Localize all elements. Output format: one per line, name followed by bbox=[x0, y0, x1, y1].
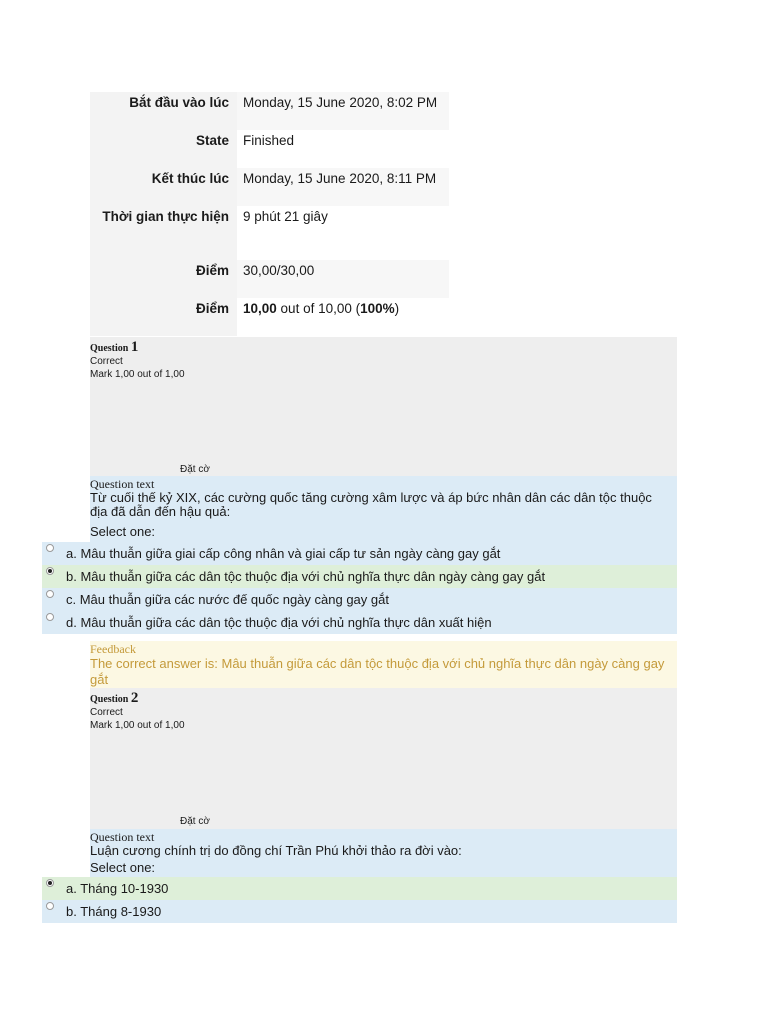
answer-option-c[interactable] bbox=[42, 588, 677, 611]
answer-option-a[interactable] bbox=[42, 542, 677, 565]
answer-option-d[interactable] bbox=[42, 611, 677, 634]
summary-value: 30,00/30,00 bbox=[237, 260, 449, 298]
grade-out-of: out of 10,00 ( bbox=[276, 301, 361, 316]
radio-button-selected[interactable] bbox=[46, 879, 54, 887]
question-text-label: Question text bbox=[90, 477, 155, 491]
question-word: Question bbox=[90, 343, 129, 354]
answer-label: c. Mâu thuẫn giữa các nước đế quốc ngày càng gay gắt bbox=[66, 592, 389, 607]
question-word: Question bbox=[90, 694, 129, 705]
select-one-label: Select one: bbox=[90, 860, 156, 875]
summary-value: Finished bbox=[237, 130, 449, 168]
feedback-label: Feedback bbox=[90, 642, 136, 656]
question-text: Luận cương chính trị do đồng chí Trần Phú khởi thảo ra đời vào: bbox=[90, 843, 462, 858]
summary-value: Monday, 15 June 2020, 8:11 PM bbox=[237, 168, 449, 206]
answer-option-b[interactable] bbox=[42, 900, 677, 923]
summary-label: Thời gian thực hiện bbox=[90, 206, 237, 260]
summary-grade-value bbox=[237, 298, 449, 336]
summary-row-started bbox=[90, 92, 449, 130]
answer-option-b[interactable] bbox=[42, 565, 677, 588]
question-title bbox=[90, 339, 138, 356]
radio-button[interactable] bbox=[46, 902, 54, 910]
summary-value: Monday, 15 June 2020, 8:02 PM bbox=[237, 92, 449, 130]
summary-row-duration bbox=[90, 206, 449, 260]
question-1-info bbox=[90, 337, 677, 476]
question-1-feedback bbox=[90, 641, 677, 688]
answer-option-a[interactable] bbox=[42, 877, 677, 900]
answer-label: b. Tháng 8-1930 bbox=[66, 904, 162, 919]
question-text: Từ cuối thế kỷ XIX, các cường quốc tăng cường xâm lược và áp bức nhân dân các dân tộc thuộc địa đã dẫn đến hậu quả: bbox=[90, 490, 652, 519]
summary-value: 9 phút 21 giây bbox=[237, 206, 449, 260]
answer-label: a. Tháng 10-1930 bbox=[66, 881, 169, 896]
question-text-label: Question text bbox=[90, 830, 155, 844]
summary-label: Bắt đầu vào lúc bbox=[90, 92, 237, 130]
question-1-content bbox=[90, 476, 677, 542]
question-state: Correct bbox=[90, 707, 123, 718]
grade-percent: 100% bbox=[360, 301, 395, 316]
summary-label: State bbox=[90, 130, 237, 168]
grade-close: ) bbox=[394, 301, 400, 316]
question-number: 2 bbox=[130, 690, 139, 706]
summary-label: Kết thúc lúc bbox=[90, 168, 237, 206]
answer-label: d. Mâu thuẫn giữa các dân tộc thuộc địa với chủ nghĩa thực dân xuất hiện bbox=[66, 615, 492, 630]
radio-button[interactable] bbox=[46, 613, 54, 621]
answer-label: b. Mâu thuẫn giữa các dân tộc thuộc địa với chủ nghĩa thực dân ngày càng gay gắt bbox=[66, 569, 546, 584]
summary-row-marks bbox=[90, 260, 449, 298]
summary-row-state bbox=[90, 130, 449, 168]
question-state: Correct bbox=[90, 356, 123, 367]
radio-button-selected[interactable] bbox=[46, 567, 54, 575]
question-2-info bbox=[90, 688, 677, 829]
flag-question-link[interactable]: Đặt cờ bbox=[180, 816, 210, 827]
attempt-summary-table bbox=[90, 92, 449, 336]
feedback-text: The correct answer is: Mâu thuẫn giữa các dân tộc thuộc địa với chủ nghĩa thực dân ngày càng gay gắt bbox=[90, 656, 665, 687]
question-mark: Mark 1,00 out of 1,00 bbox=[90, 369, 185, 380]
select-one-label: Select one: bbox=[90, 524, 156, 539]
summary-row-grade bbox=[90, 298, 449, 336]
question-title bbox=[90, 690, 138, 707]
radio-button[interactable] bbox=[46, 590, 54, 598]
question-mark: Mark 1,00 out of 1,00 bbox=[90, 720, 185, 731]
answer-label: a. Mâu thuẫn giữa giai cấp công nhân và giai cấp tư sản ngày càng gay gắt bbox=[66, 546, 501, 561]
summary-label: Điểm bbox=[90, 260, 237, 298]
flag-question-link[interactable]: Đặt cờ bbox=[180, 464, 210, 475]
question-2-content bbox=[90, 829, 677, 877]
grade-score: 10,00 bbox=[243, 301, 277, 316]
summary-row-completed bbox=[90, 168, 449, 206]
question-number: 1 bbox=[130, 339, 139, 355]
radio-button[interactable] bbox=[46, 544, 54, 552]
summary-label: Điểm bbox=[90, 298, 237, 336]
